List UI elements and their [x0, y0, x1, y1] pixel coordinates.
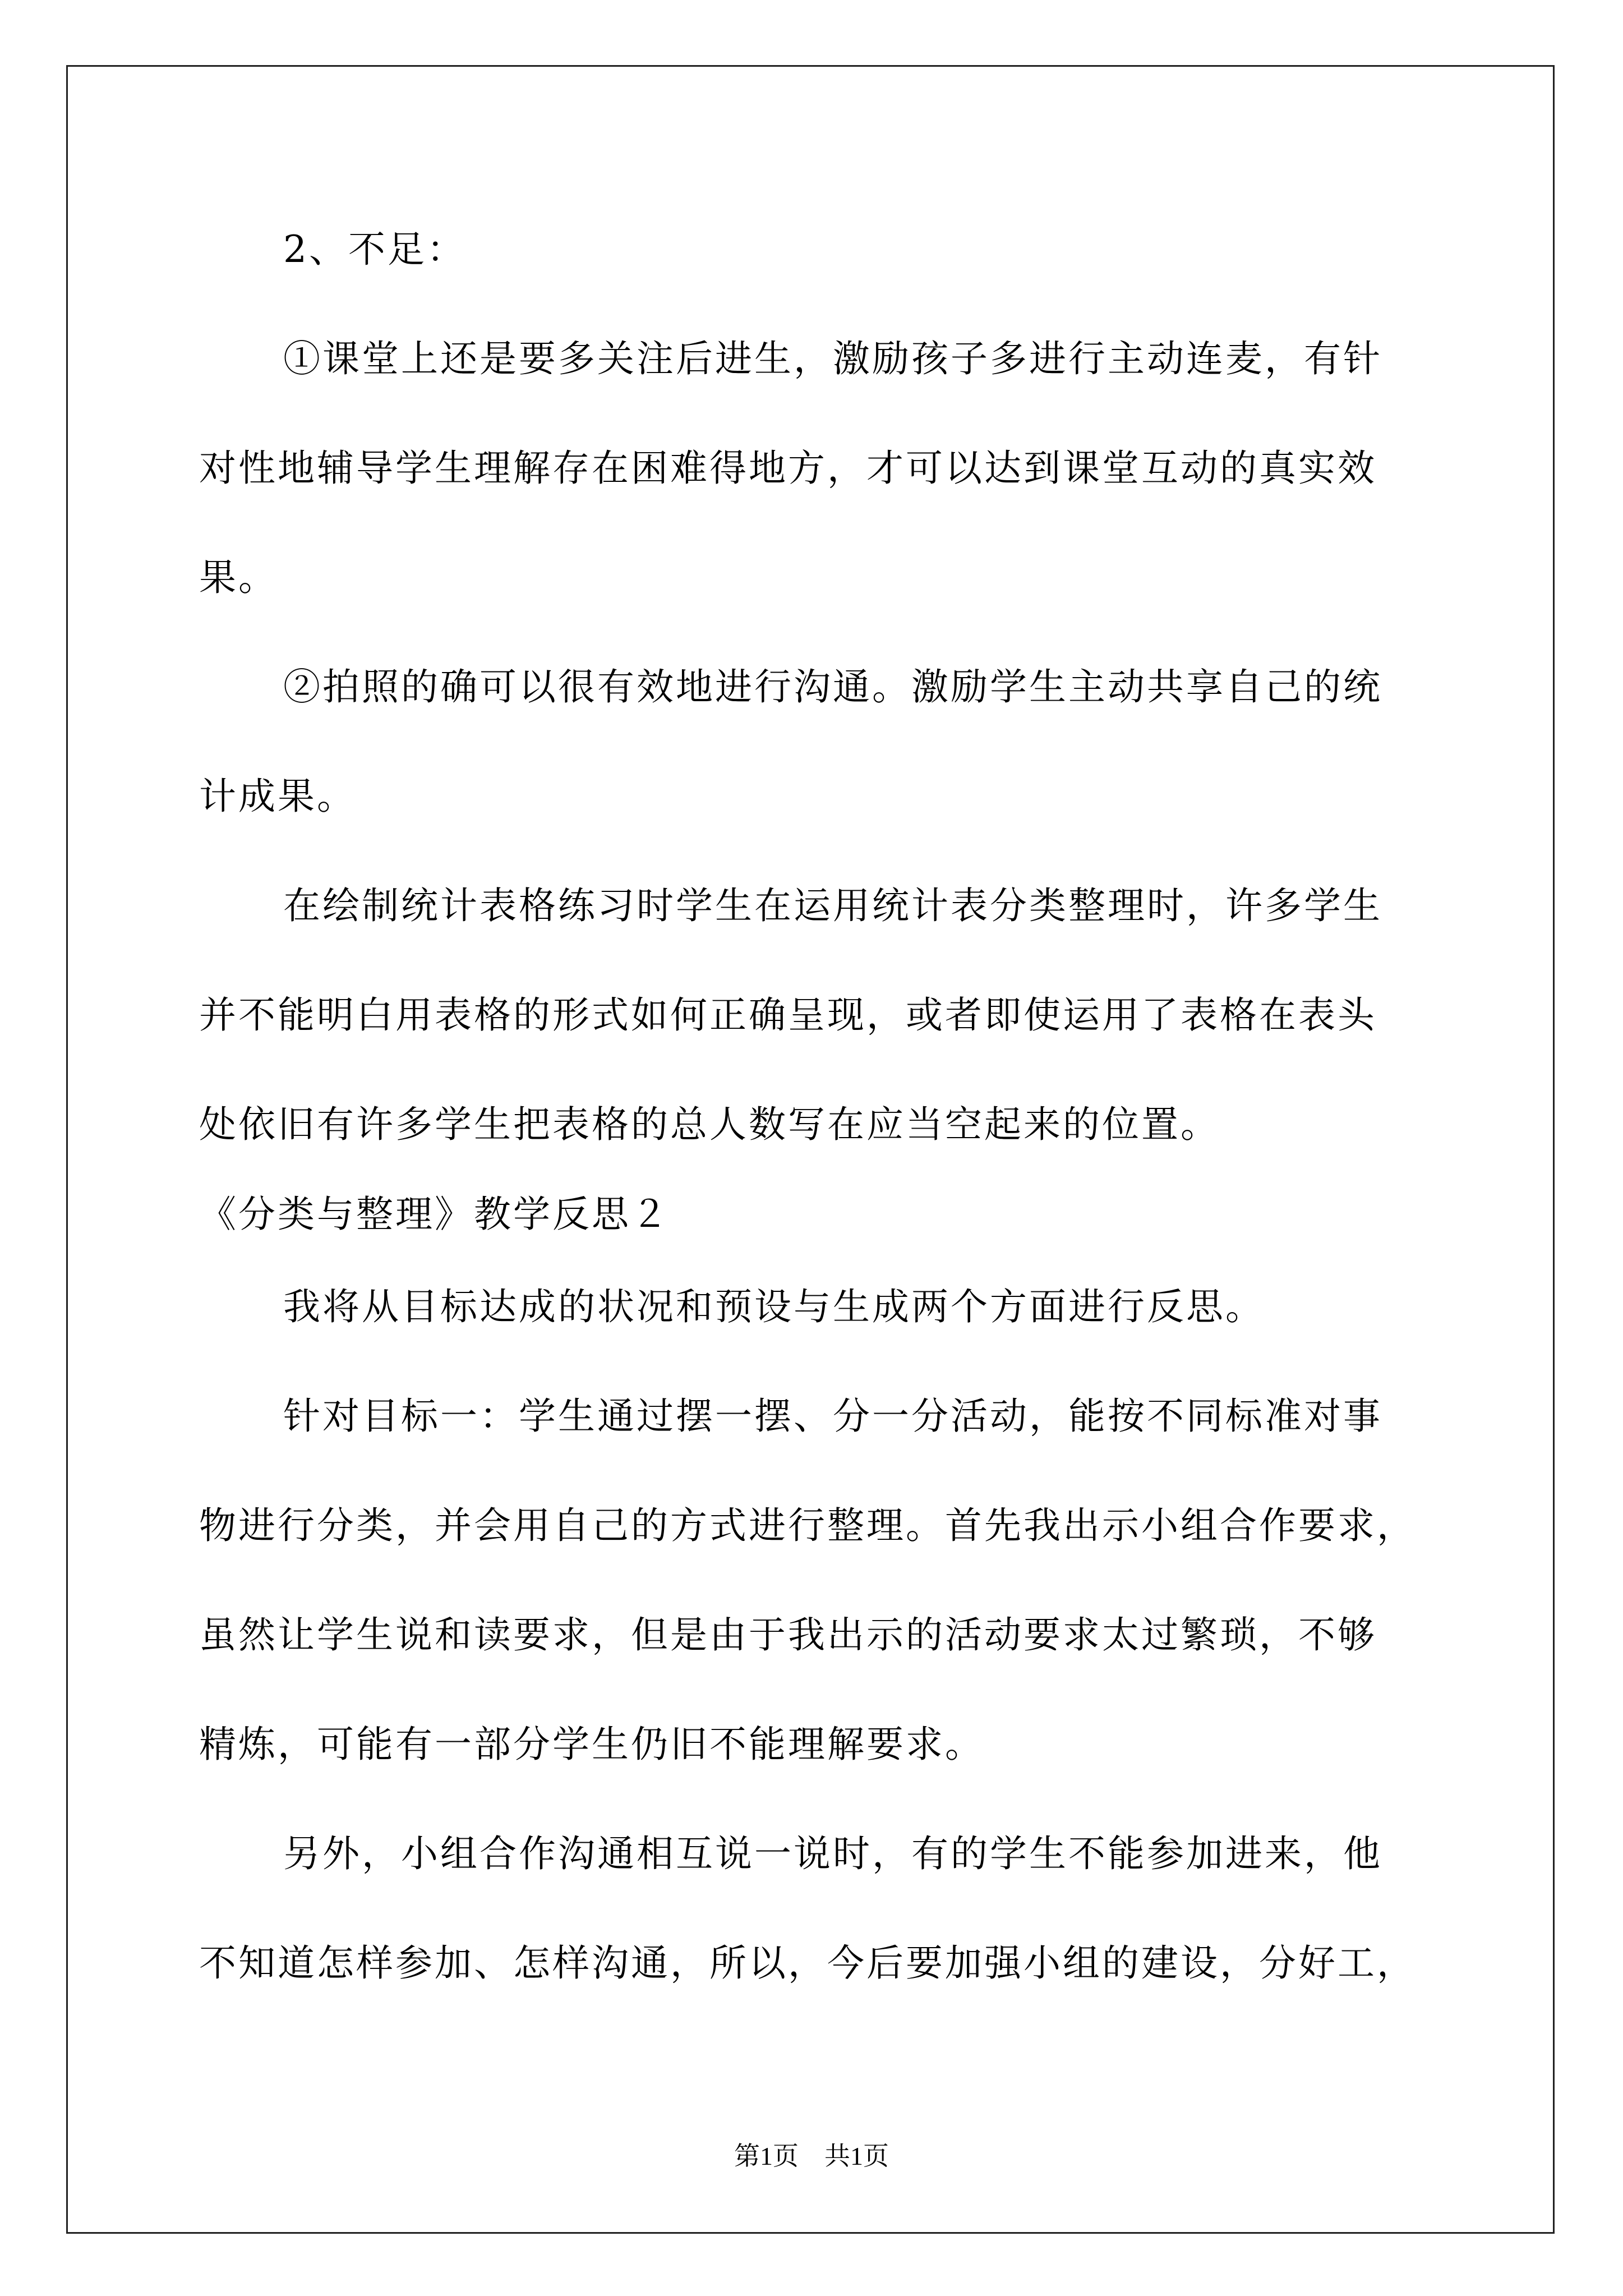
- page-footer: 第1页 共1页: [734, 2142, 889, 2170]
- text-line: 我将从目标达成的状况和预设与生成两个方面进行反思。: [283, 1285, 1265, 1328]
- text-line: 处依旧有许多学生把表格的总人数写在应当空起来的位置。: [199, 1103, 1220, 1146]
- text-line: 物进行分类，并会用自己的方式进行整理。首先我出示小组合作要求，: [199, 1504, 1416, 1547]
- text-line: 另外，小组合作沟通相互说一说时，有的学生不能参加进来，他: [283, 1832, 1382, 1875]
- text-line: 针对目标一：学生通过摆一摆、分一分活动，能按不同标准对事: [283, 1395, 1382, 1438]
- text-line: 虽然让学生说和读要求，但是由于我出示的活动要求太过繁琐，不够: [199, 1613, 1377, 1657]
- text-line: 在绘制统计表格练习时学生在运用统计表分类整理时，许多学生: [283, 884, 1382, 927]
- text-line: 不知道怎样参加、怎样沟通，所以，今后要加强小组的建设，分好工，: [199, 1941, 1416, 1985]
- text-line: 并不能明白用表格的形式如何正确呈现，或者即使运用了表格在表头: [199, 993, 1377, 1037]
- text-line: ②拍照的确可以很有效地进行沟通。激励学生主动共享自己的统: [283, 665, 1382, 708]
- text-line: 计成果。: [199, 775, 356, 818]
- section-heading: 《分类与整理》教学反思２: [199, 1193, 670, 1236]
- text-line: ①课堂上还是要多关注后进生，激励孩子多进行主动连麦，有针: [283, 337, 1382, 380]
- text-line: 对性地辅导学生理解存在困难得地方，才可以达到课堂互动的真实效: [199, 447, 1377, 490]
- text-line: 精炼，可能有一部分学生仍旧不能理解要求。: [199, 1723, 984, 1766]
- text-line: 2、不足：: [283, 228, 466, 271]
- text-line: 果。: [199, 556, 278, 599]
